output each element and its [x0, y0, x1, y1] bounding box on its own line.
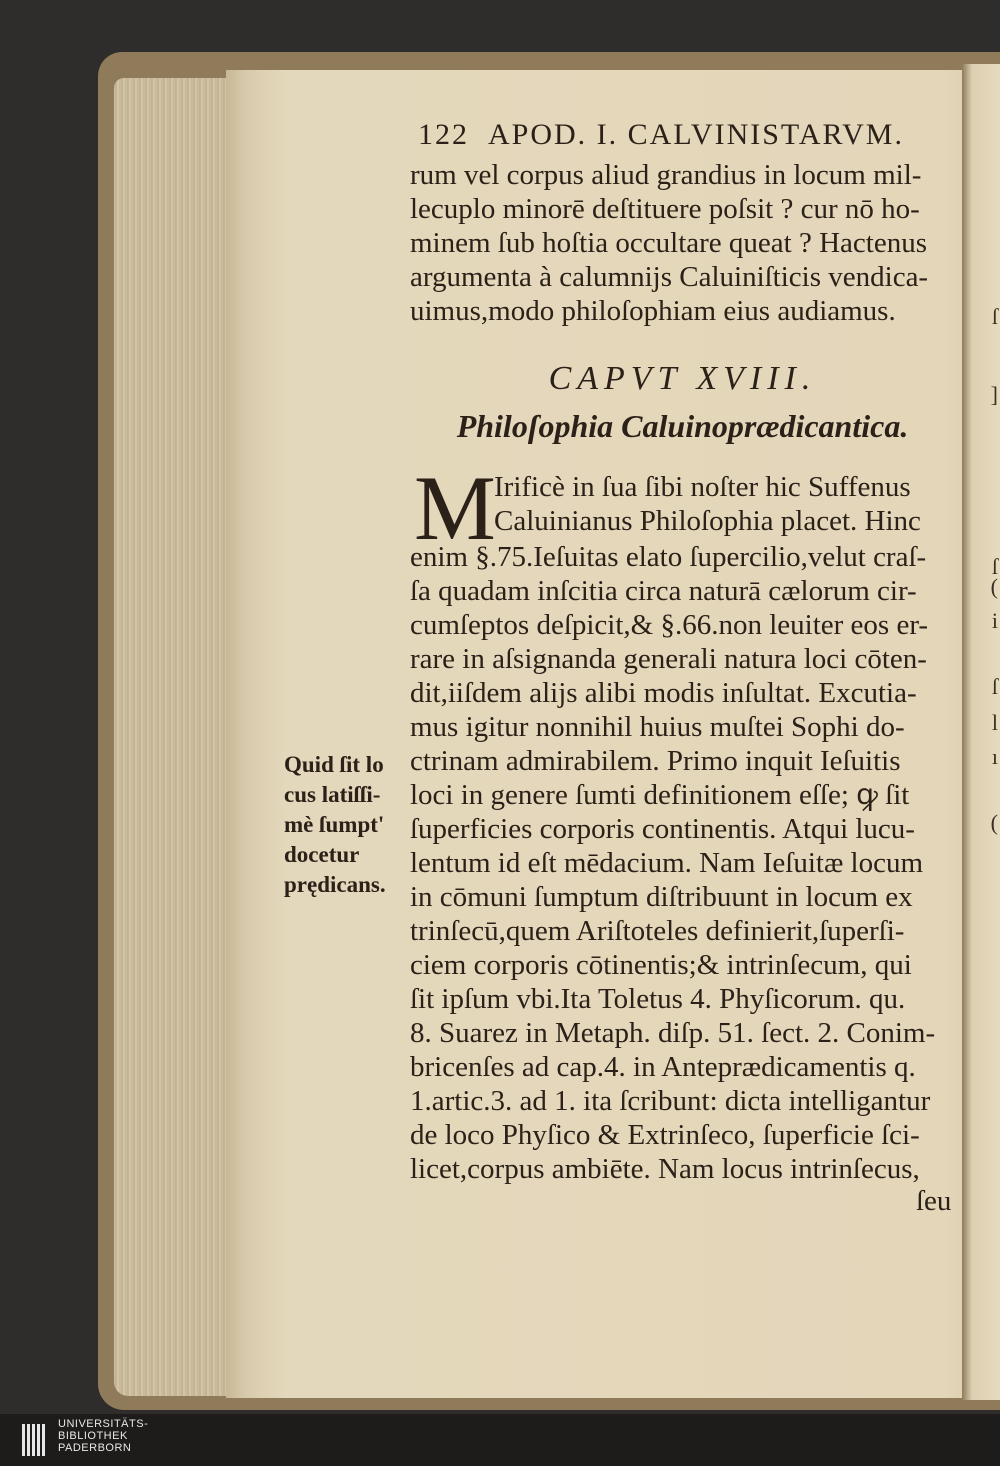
text-line: loci in genere ſumti definitionem eſſe; ꝙ ſit: [410, 779, 910, 811]
chapter-subtitle: Philoſophia Caluinoprædicantica.: [456, 408, 909, 444]
text-line: lecuplo minorē deſtituere poſsit ? cur nō ho-: [410, 193, 920, 225]
marginal-note-line: cus latiſſi-: [284, 782, 381, 807]
library-logo-icon: [22, 1424, 52, 1456]
logo-line: PADERBORN: [58, 1442, 132, 1454]
facing-page-glyph: (: [990, 810, 998, 835]
text-line: Irificè in ſua ſibi noſter hic Suffenus: [494, 471, 911, 503]
page-number: 122: [418, 118, 469, 151]
text-line: dit,iiſdem alijs alibi modis inſultat. Excutia-: [410, 677, 917, 709]
page-edges: [114, 78, 226, 1396]
chapter-heading: CAPVT XVIII.: [548, 360, 817, 397]
library-logo-text[interactable]: [58, 1418, 148, 1454]
text-line: rare in aſsignanda generali natura loci cōten-: [410, 643, 927, 675]
text-line: cumſeptos deſpicit,& §.66.non leuiter eos er-: [410, 609, 929, 641]
text-line: argumenta à calumnijs Caluiniſticis vendica-: [410, 261, 929, 293]
drop-cap: M: [414, 457, 496, 559]
marginal-note-line: mè ſumpt': [284, 812, 385, 837]
text-line: ctrinam admirabilem. Primo inquit Ieſuitis: [410, 745, 901, 777]
text-line: ſit ipſum vbi.Ita Toletus 4. Phyſicorum. qu.: [410, 983, 906, 1015]
text-line: licet,corpus ambiēte. Nam locus intrinſecus,: [410, 1153, 920, 1185]
running-header: [418, 118, 958, 158]
text-line: de loco Phyſico & Extrinſeco, ſuperficie ſci-: [410, 1119, 920, 1151]
marginal-note-line: Quid ſit lo: [284, 752, 384, 777]
text-line: uimus,modo philoſophiam eius audiamus.: [410, 295, 896, 327]
text-line: 1.artic.3. ad 1. ita ſcribunt: dicta intelligantur: [410, 1085, 931, 1117]
text-line: 8. Suarez in Metaph. diſp. 51. ſect. 2. Conim-: [410, 1017, 936, 1049]
text-line: minem ſub hoſtia occultare queat ? Hactenus: [410, 227, 927, 259]
text-line: enim §.75.Ieſuitas elato ſupercilio,velut craſ-: [410, 541, 927, 573]
facing-page-glyph: ſ: [991, 304, 998, 329]
logo-line: UNIVERSITÄTS-: [58, 1418, 149, 1430]
text-line: in cōmuni ſumptum diſtribuunt in locum ex: [410, 881, 913, 913]
text-line: bricenſes ad cap.4. in Anteprædicamentis q.: [410, 1051, 916, 1083]
logo-line: BIBLIOTHEK: [58, 1430, 128, 1442]
facing-page-glyph: (: [990, 574, 998, 599]
marginal-note-line: prędicans.: [284, 872, 386, 897]
text-line: Caluinianus Philoſophia placet. Hinc: [494, 505, 921, 537]
running-title: APOD. I. CALVINISTARVM.: [488, 118, 904, 151]
text-line: rum vel corpus aliud grandius in locum mil-: [410, 159, 922, 191]
facing-page-glyph: ſ: [991, 674, 998, 699]
text-line: ſuperficies corporis continentis. Atqui lucu-: [410, 813, 915, 845]
facing-page-glyph: ſ: [991, 554, 998, 579]
text-line: lentum id eſt mēdacium. Nam Ieſuitæ locum: [410, 847, 924, 879]
footer-bar: [0, 1414, 1000, 1466]
facing-page-glyph: i: [991, 608, 998, 633]
facing-page-glyph: l: [991, 710, 998, 735]
marginal-note-line: docetur: [284, 842, 360, 867]
text-line: ſa quadam inſcitia circa naturā cælorum cir-: [410, 575, 917, 607]
facing-page-glyph: ı: [991, 744, 998, 769]
facing-page-edge: [962, 64, 1000, 1400]
text-line: mus igitur nonnihil huius muſtei Sophi do-: [410, 711, 905, 743]
text-line: ciem corporis cōtinentis;& intrinſecum, qui: [410, 949, 912, 981]
catchword: ſeu: [916, 1185, 952, 1217]
facing-page-glyph: ]: [990, 382, 998, 407]
text-line: trinſecū,quem Ariſtoteles definierit,ſuperſi-: [410, 915, 905, 947]
